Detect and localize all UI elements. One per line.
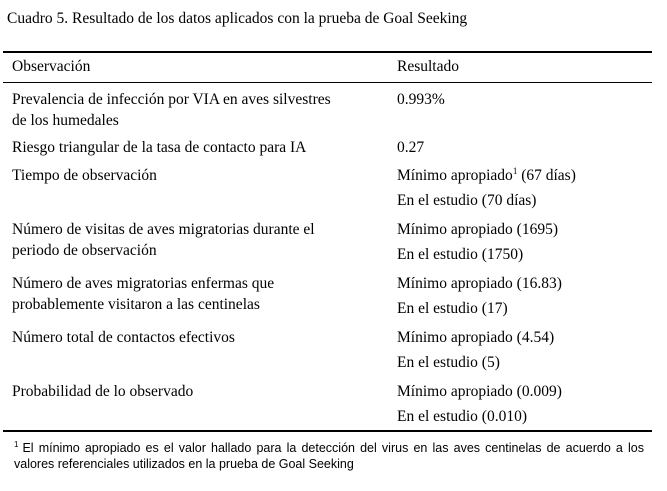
observation-text: de los humedales xyxy=(12,112,119,129)
header-observation: Observación xyxy=(12,58,91,75)
result-text: Mínimo apropiado (0.009) xyxy=(397,383,562,400)
result-cell xyxy=(397,327,652,373)
observation-text: Probabilidad de lo observado xyxy=(12,383,194,400)
result-text: 0.993% xyxy=(397,91,445,108)
observation-cell xyxy=(12,219,382,261)
observation-cell xyxy=(12,327,382,348)
result-text: Mínimo apropiado (4.54) xyxy=(397,329,555,346)
result-cell xyxy=(397,165,652,211)
result-cell xyxy=(397,137,652,158)
header-result: Resultado xyxy=(397,58,459,75)
observation-text: Número de aves migratorias enfermas que xyxy=(12,275,275,292)
observation-cell xyxy=(12,89,382,131)
table-title: Cuadro 5. Resultado de los datos aplicados con la prueba de Goal Seeking xyxy=(7,10,468,27)
observation-cell xyxy=(12,273,382,315)
result-text: Mínimo apropiado (1695) xyxy=(397,221,559,238)
result-text: En el estudio (1750) xyxy=(397,246,524,263)
table-bottom-rule xyxy=(3,430,652,432)
observation-text: probablemente visitaron a las centinelas xyxy=(12,296,260,313)
result-text: Mínimo apropiado (16.83) xyxy=(397,275,562,292)
result-cell xyxy=(397,89,652,110)
result-text: En el estudio (5) xyxy=(397,354,500,371)
result-text: En el estudio (70 días) xyxy=(397,192,537,209)
table-header-rule xyxy=(3,82,652,83)
result-cell xyxy=(397,273,652,319)
result-text: En el estudio (17) xyxy=(397,300,508,317)
observation-cell xyxy=(12,165,382,186)
observation-text: Número total de contactos efectivos xyxy=(12,329,235,346)
result-cell xyxy=(397,219,652,265)
table-top-rule xyxy=(3,51,652,53)
result-text: Mínimo apropiado$^1$ (67 días) xyxy=(397,166,576,184)
observation-text: Prevalencia de infección por VIA en aves silvestres xyxy=(12,91,331,108)
observation-text: Número de visitas de aves migratorias durante el xyxy=(12,221,315,238)
observation-text: periodo de observación xyxy=(12,242,157,259)
observation-cell xyxy=(12,381,382,402)
footnote-reference: 1 xyxy=(512,166,518,176)
observation-text: Tiempo de observación xyxy=(12,167,157,184)
result-text: 0.27 xyxy=(397,139,425,156)
observation-cell xyxy=(12,137,382,158)
footnote-text: El mínimo apropiado es el valor hallado para la detección del virus en las aves centinelas de acuerdo a los valores referenciales utilizados en la prueba de Goal Seeking xyxy=(14,441,644,471)
observation-text: Riesgo triangular de la tasa de contacto para IA xyxy=(12,139,307,156)
footnote-mark: 1 xyxy=(14,440,19,449)
result-cell xyxy=(397,381,652,427)
result-text: En el estudio (0.010) xyxy=(397,408,528,425)
table-footnote xyxy=(14,437,644,472)
